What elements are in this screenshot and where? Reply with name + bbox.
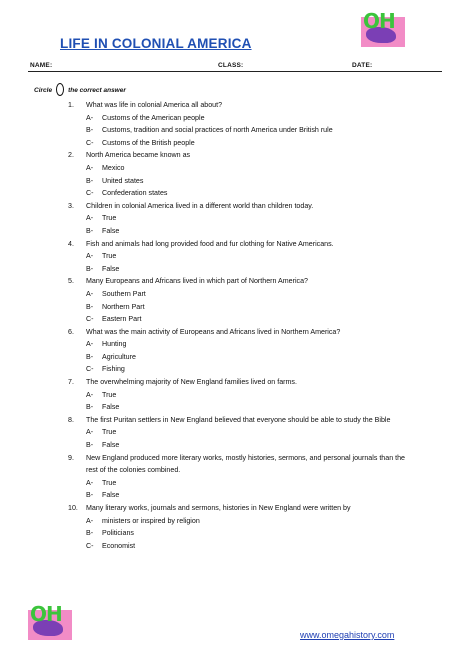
option-text: False xyxy=(102,226,120,235)
question-item xyxy=(68,502,408,515)
option-text: Agriculture xyxy=(102,352,136,361)
option-letter: C- xyxy=(86,365,94,374)
option-text: ministers or inspired by religion xyxy=(102,516,200,525)
question-text: Children in colonial America lived in a different world than children today. xyxy=(86,201,314,210)
answer-option[interactable] xyxy=(68,301,408,314)
answer-option[interactable] xyxy=(68,225,408,238)
question-number: 8. xyxy=(68,415,74,424)
question-item xyxy=(68,275,408,288)
question-item xyxy=(68,238,408,251)
option-text: Customs, tradition and social practices of north America under British rule xyxy=(102,126,333,135)
question-list xyxy=(68,99,408,552)
answer-option[interactable] xyxy=(68,288,408,301)
question-item xyxy=(68,452,408,477)
option-letter: B- xyxy=(86,226,94,235)
question-text: The overwhelming majority of New England families lived on farms. xyxy=(86,378,297,387)
question-number: 10. xyxy=(68,504,78,512)
answer-option[interactable] xyxy=(68,401,408,414)
question-item xyxy=(68,326,408,339)
option-letter: A- xyxy=(86,214,94,223)
name-label: NAME: xyxy=(30,62,53,69)
question-text: North America became known as xyxy=(86,151,191,160)
question-number: 6. xyxy=(68,327,74,336)
option-text: Fishing xyxy=(102,365,125,374)
question-text: Many Europeans and Africans lived in which part of Northern America? xyxy=(86,277,308,286)
option-letter: B- xyxy=(86,176,94,185)
option-letter: B- xyxy=(86,126,94,135)
answer-option[interactable] xyxy=(68,313,408,326)
option-letter: A- xyxy=(86,289,94,298)
question-item xyxy=(68,200,408,213)
question-number: 9. xyxy=(68,453,74,462)
option-text: False xyxy=(102,491,120,500)
option-text: Economist xyxy=(102,541,136,550)
option-letter: A- xyxy=(86,252,94,261)
option-letter: B- xyxy=(86,352,94,361)
option-letter: C- xyxy=(86,315,94,324)
option-text: True xyxy=(102,214,117,223)
question-number: 5. xyxy=(68,277,74,286)
option-text: True xyxy=(102,428,117,437)
answer-option[interactable] xyxy=(68,338,408,351)
option-letter: B- xyxy=(86,441,94,450)
option-text: True xyxy=(102,478,117,487)
option-letter: B- xyxy=(86,403,94,412)
option-text: False xyxy=(102,264,120,273)
option-letter: C- xyxy=(86,541,94,550)
question-number: 1. xyxy=(68,101,74,109)
question-item xyxy=(68,149,408,162)
website-link[interactable]: www.omegahistory.com xyxy=(300,630,395,640)
option-letter: B- xyxy=(86,529,94,538)
option-letter: B- xyxy=(86,264,94,273)
option-text: True xyxy=(102,390,117,399)
question-item xyxy=(68,414,408,427)
option-text: Customs of the American people xyxy=(102,113,205,122)
answer-option[interactable] xyxy=(68,477,408,490)
option-letter: B- xyxy=(86,491,94,500)
answer-option[interactable] xyxy=(68,187,408,200)
answer-option[interactable] xyxy=(68,162,408,175)
instruction-rest: the correct answer xyxy=(68,87,126,95)
answer-option[interactable] xyxy=(68,489,408,502)
question-item xyxy=(68,376,408,389)
option-text: Eastern Part xyxy=(102,315,142,324)
date-label: DATE: xyxy=(352,62,373,69)
option-text: Mexico xyxy=(102,163,125,172)
option-letter: A- xyxy=(86,340,94,349)
answer-option[interactable] xyxy=(68,250,408,263)
answer-option[interactable] xyxy=(68,124,408,137)
omega-history-logo xyxy=(361,11,405,47)
header-divider xyxy=(28,71,442,72)
circle-icon xyxy=(56,83,64,96)
question-text: What was the main activity of Europeans and Africans lived in Northern America? xyxy=(86,327,341,336)
option-text: Northern Part xyxy=(102,302,145,311)
option-text: False xyxy=(102,441,120,450)
option-letter: A- xyxy=(86,113,94,122)
question-text: What was life in colonial America all about? xyxy=(86,101,223,109)
class-label: CLASS: xyxy=(218,62,244,69)
answer-option[interactable] xyxy=(68,212,408,225)
answer-option[interactable] xyxy=(68,389,408,402)
answer-option[interactable] xyxy=(68,351,408,364)
logo-letters: OH xyxy=(363,9,395,33)
answer-option[interactable] xyxy=(68,426,408,439)
option-text: Customs of the British people xyxy=(102,138,195,147)
question-text: New England produced more literary works, mostly histories, sermons, and personal journals than the rest of the colonies combined. xyxy=(86,453,405,475)
logo-letters-bottom: OH xyxy=(30,602,62,626)
option-letter: C- xyxy=(86,189,94,198)
option-text: Politicians xyxy=(102,529,134,538)
option-letter: A- xyxy=(86,163,94,172)
option-letter: A- xyxy=(86,390,94,399)
option-letter: A- xyxy=(86,478,94,487)
omega-history-logo-bottom xyxy=(28,604,72,640)
option-letter: C- xyxy=(86,138,94,147)
answer-option[interactable] xyxy=(68,439,408,452)
option-text: Hunting xyxy=(102,340,127,349)
instruction xyxy=(34,84,126,97)
option-letter: A- xyxy=(86,428,94,437)
answer-option[interactable] xyxy=(68,540,408,553)
instruction-circle-word: Circle xyxy=(34,87,53,95)
question-text: The first Puritan settlers in New England believed that everyone should be able to study the Bible xyxy=(86,415,391,424)
option-letter: B- xyxy=(86,302,94,311)
option-text: Confederation states xyxy=(102,189,168,198)
question-text: Many literary works, journals and sermons, histories in New England were written by xyxy=(86,504,351,512)
question-number: 3. xyxy=(68,201,74,210)
question-number: 4. xyxy=(68,239,74,248)
question-number: 7. xyxy=(68,378,74,387)
answer-option[interactable] xyxy=(68,137,408,150)
answer-option[interactable] xyxy=(68,363,408,376)
answer-option[interactable] xyxy=(68,263,408,276)
answer-option[interactable] xyxy=(68,515,408,528)
option-text: Southern Part xyxy=(102,289,146,298)
answer-option[interactable] xyxy=(68,527,408,540)
option-letter: A- xyxy=(86,516,94,525)
option-text: False xyxy=(102,403,120,412)
answer-option[interactable] xyxy=(68,112,408,125)
option-text: True xyxy=(102,252,117,261)
option-text: United states xyxy=(102,176,144,185)
worksheet-title: LIFE IN COLONIAL AMERICA xyxy=(60,36,252,51)
question-number: 2. xyxy=(68,151,74,160)
answer-option[interactable] xyxy=(68,175,408,188)
question-item xyxy=(68,99,408,112)
question-text: Fish and animals had long provided food and fur clothing for Native Americans. xyxy=(86,239,334,248)
